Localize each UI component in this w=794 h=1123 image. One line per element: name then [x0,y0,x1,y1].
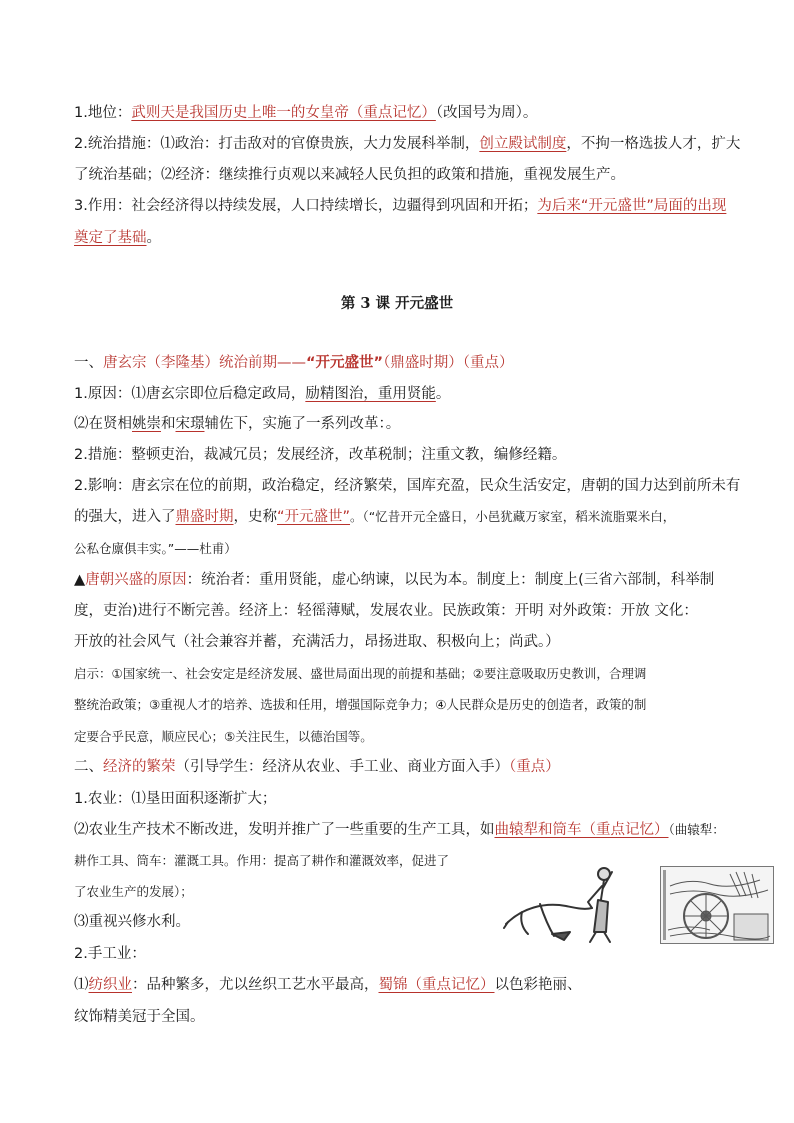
textile-line-2: 纹饰精美冠于全国。 [74,1009,205,1025]
curved-plow-illustration [500,862,628,944]
water-wheel-illustration [660,866,774,944]
tools-note-2: 了农业生产的发展）； [74,884,193,899]
key-point: 曲辕犁和筒车（重点记忆） [494,822,669,838]
triangle-icon: ▲ [74,572,86,588]
key-point: 武则天是我国历史上唯一的女皇帝（重点记忆） [131,105,436,121]
measures-line: 2.统治措施：⑴政治：打击敌对的官僚贵族，大力发展科举制，创立殿试制度，不拘一格选拔人才，扩大 [74,136,741,152]
section-heading-1: 一、唐玄宗（李隆基）统治前期——“开元盛世”（鼎盛时期）（重点） [74,355,514,371]
key-point: “开元盛世” [277,509,351,525]
key-point: 鼎盛时期 [175,509,234,525]
textile-line: ⑴纺织业：品种繁多，尤以丝织工艺水平最高，蜀锦（重点记忆）以色彩艳丽、 [74,977,582,993]
poem-quote: 公私仓廪俱丰实。”——杜甫） [74,541,237,556]
tools-note: 耕作工具、筒车：灌溉工具。作用：提高了耕作和灌溉效率，促进了 [74,853,450,868]
cause-line-2: ⑵在贤相姚崇和宋璟辅佐下，实施了一系列改革：。 [74,416,401,432]
prosperity-reasons-2: 度，吏治)进行不断完善。经济上：轻徭薄赋，发展农业。民族政策：开明 对外政策：开放 文化： [74,603,698,619]
agriculture-tools: ⑵农业生产技术不断改进，发明并推广了一些重要的生产工具，如曲辕犁和筒车（重点记忆）（曲辕犁： [74,822,725,838]
cause-line: 1.原因：⑴唐玄宗即位后稳定政局，励精图治，重用贤能。 [74,386,451,402]
effect-line-cont: 奠定了基础。 [74,230,161,246]
handicraft-heading: 2.手工业： [74,946,146,962]
key-point: 蜀锦（重点记忆） [378,977,495,993]
lesson-insight-2: 整统治政策；③重视人才的培养、选拔和任用，增强国际竞争力；④人民群众是历史的创造者，政策的制 [74,697,647,712]
prosperity-reasons-3: 开放的社会风气（社会兼容并蓄，充满活力，昂扬进取、积极向上；尚武。） [74,634,560,650]
section-heading-2: 二、经济的繁荣（引导学生：经济从农业、手工业、商业方面入手）（重点） [74,759,560,775]
status-line: 1.地位：武则天是我国历史上唯一的女皇帝（重点记忆）（改国号为周）。 [74,105,538,121]
key-point: 创立殿试制度 [479,136,567,152]
lesson-insight: 启示：①国家统一、社会安定是经济发展、盛世局面出现的前提和基础；②要注意吸取历史教训，合理调 [74,666,647,681]
key-point: 奠定了基础 [74,230,147,246]
prosperity-reasons: ▲唐朝兴盛的原因：统治者：重用贤能，虚心纳谏，以民为本。制度上：制度上(三省六部制，科举制 [74,572,715,588]
key-point: 励精图治，重用贤能 [305,386,436,402]
impact-line-cont: 的强大，进入了鼎盛时期，史称“开元盛世”。（“忆昔开元全盛日，小邑犹藏万家室，稻米流脂粟米白， [74,509,676,525]
key-point: 为后来“开元盛世”局面的出现 [537,198,727,214]
impact-line: 2.影响：唐玄宗在位的前期，政治稳定，经济繁荣，国库充盈，民众生活安定，唐朝的国力达到前所未有 [74,478,741,494]
irrigation-line: ⑶重视兴修水利。 [74,914,190,930]
lesson-insight-3: 定要合乎民意，顺应民心；⑤关注民生，以德治国等。 [74,729,373,744]
measures-line: 2.措施：整顿吏治，裁减冗员；发展经济，改革税制；注重文教，编修经籍。 [74,447,567,463]
measures-line-cont: 了统治基础；⑵经济：继续推行贞观以来减轻人民负担的政策和措施，重视发展生产。 [74,167,625,183]
agriculture-line: 1.农业：⑴垦田面积逐渐扩大； [74,791,277,807]
lesson-title: 第 3 课 开元盛世 [340,295,454,312]
effect-line: 3.作用：社会经济得以持续发展，人口持续增长，边疆得到巩固和开拓；为后来“开元盛世”局面的出现 [74,198,727,214]
